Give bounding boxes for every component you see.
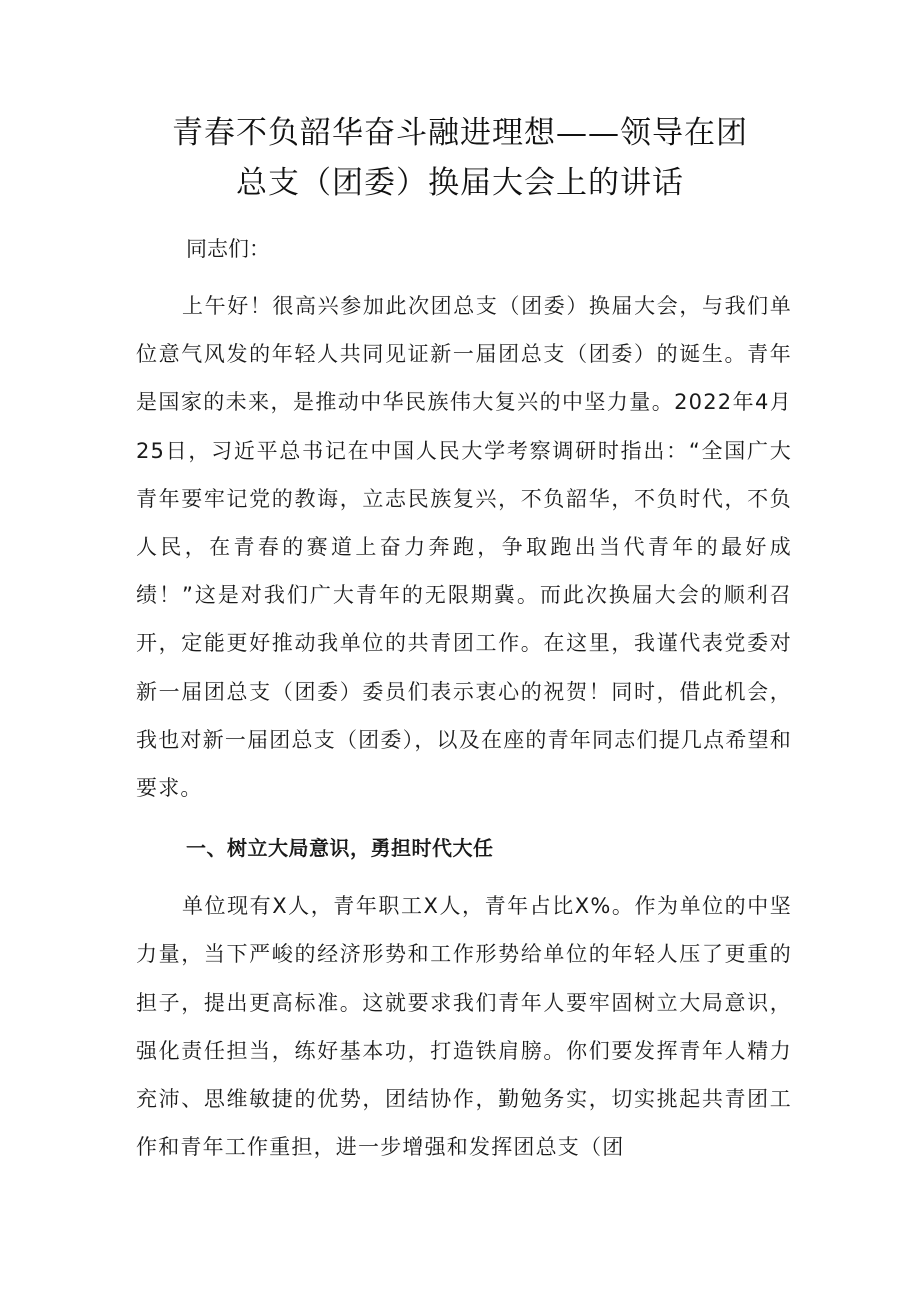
title-line-1: 青春不负韶华奋斗融进理想——领导在团 [172,115,748,151]
salutation: 同志们： [186,237,270,261]
document-title [120,108,800,208]
title-line-2: 总支（团委）换届大会上的讲话 [236,165,684,201]
document-body [136,225,792,1171]
section-heading-1: 一、树立大局意识，勇担时代大任 [186,836,494,861]
paragraph-section-1: 单位现有X人，青年职工X人，青年占比X%。作为单位的中坚力量，当下严峻的经济形势和工作形势给单位的年轻人压了更重的担子，提出更高标准。这就要求我们青年人要牢固树立大局意识，强化责任担当，练好基本功，打造铁肩膀。你们要发挥青年人精力充沛、思维敏捷的优势，团结协作，勤勉务实，切实挑起共青团工作和青年工作重担，进一步增强和发挥团总支（团 [136,894,792,1160]
paragraph-opening: 上午好！很高兴参加此次团总支（团委）换届大会，与我们单位意气风发的年轻人共同见证新一届团总支（团委）的诞生。青年是国家的未来，是推动中华民族伟大复兴的中坚力量。2022年4月25日，习近平总书记在中国人民大学考察调研时指出：“全国广大青年要牢记党的教诲，立志民族复兴，不负韶华，不负时代，不负人民，在青春的赛道上奋力奔跑，争取跑出当代青年的最好成绩！”这是对我们广大青年的无限期冀。而此次换届大会的顺利召开，定能更好推动我单位的共青团工作。在这里，我谨代表党委对新一届团总支（团委）委员们表示衷心的祝贺！同时，借此机会，我也对新一届团总支（团委），以及在座的青年同志们提几点希望和要求。 [136,294,792,801]
